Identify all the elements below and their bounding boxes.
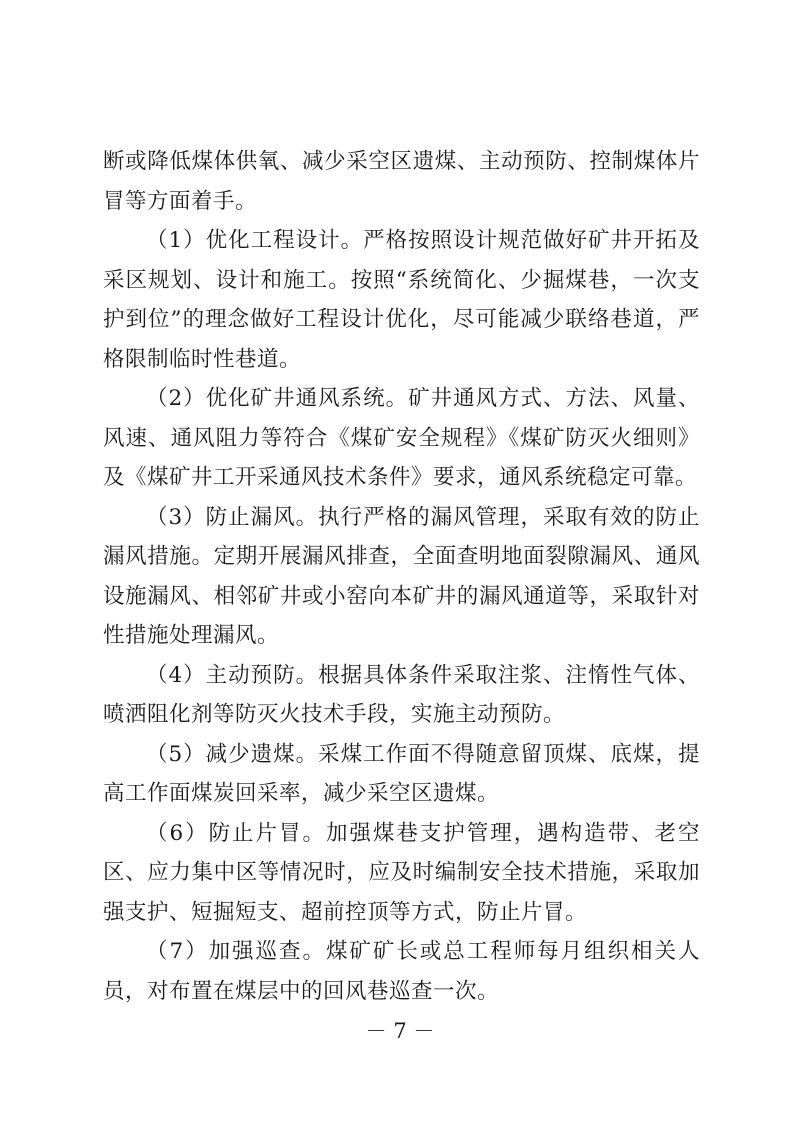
paragraph-item-4: （4）主动预防。根据具体条件采取注浆、注惰性气体、喷洒阻化剂等防灭火技术手段，实施主动预防。: [103, 662, 700, 727]
paragraph-item-5: （5）减少遗煤。采煤工作面不得随意留顶煤、底煤，提高工作面煤炭回采率，减少采空区遗煤。: [103, 741, 700, 806]
document-body: [103, 142, 700, 1011]
paragraph-continuation: 断或降低煤体供氧、减少采空区遗煤、主动预防、控制煤体片冒等方面着手。: [103, 149, 700, 214]
paragraph-item-6: （6）防止片冒。加强煤巷支护管理，遇构造带、老空区、应力集中区等情况时，应及时编制安全技术措施，采取加强支护、短掘短支、超前控顶等方式，防止片冒。: [103, 820, 700, 925]
paragraph-item-2: （2）优化矿井通风系统。矿井通风方式、方法、风量、风速、通风阻力等符合《煤矿安全规程》《煤矿防灭火细则》及《煤矿井工开采通风技术条件》要求，通风系统稳定可靠。: [103, 386, 700, 490]
paragraph-item-3: （3）防止漏风。执行严格的漏风管理，采取有效的防止漏风措施。定期开展漏风排查，全面查明地面裂隙漏风、通风设施漏风、相邻矿井或小窑向本矿井的漏风通道等，采取针对性措施处理漏风。: [103, 504, 700, 648]
page-number: － 7 －: [365, 1019, 435, 1043]
paragraph-item-1: （1）优化工程设计。严格按照设计规范做好矿井开拓及采区规划、设计和施工。按照“系统简化、少掘煤巷，一次支护到位”的理念做好工程设计优化，尽可能减少联络巷道，严格限制临时性巷道。: [103, 228, 700, 372]
paragraph-item-7: （7）加强巡查。煤矿矿长或总工程师每月组织相关人员，对布置在煤层中的回风巷巡查一次。: [103, 939, 700, 1004]
